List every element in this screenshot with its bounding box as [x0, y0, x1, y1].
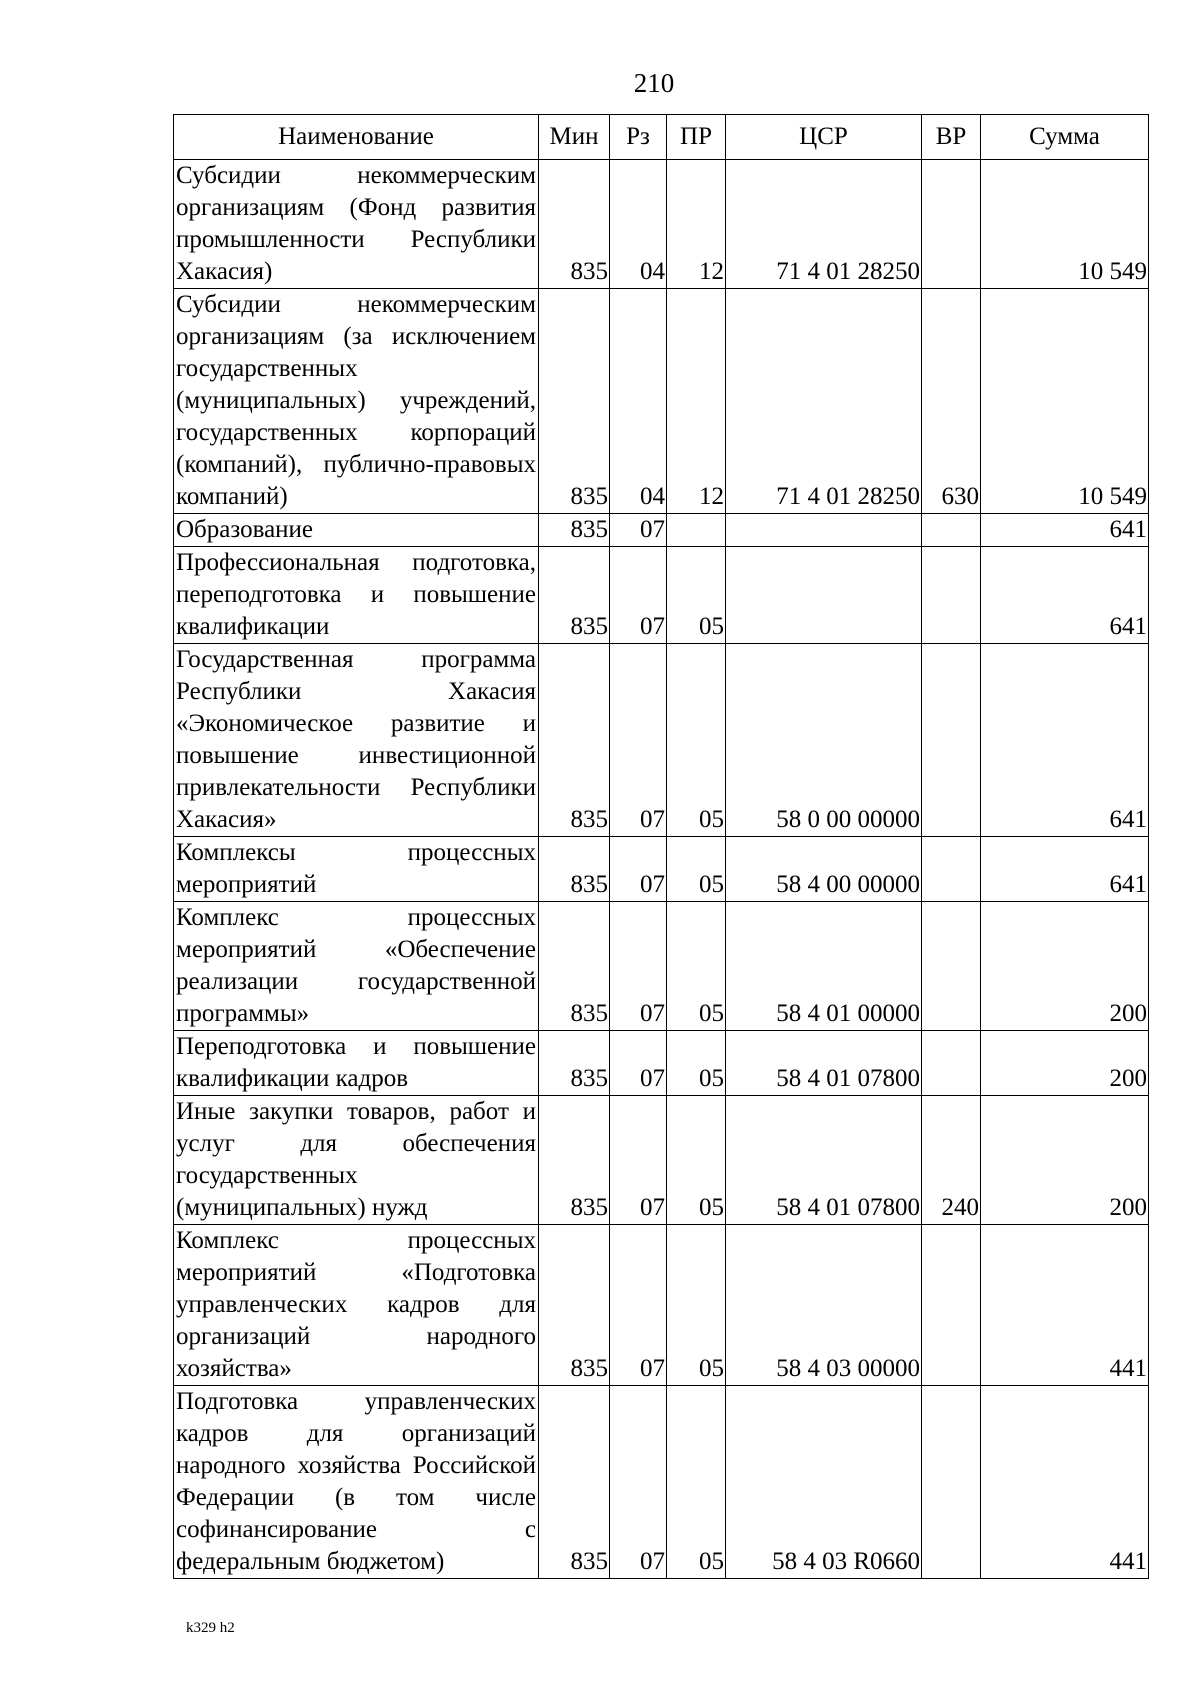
- row-csr-cell: 58 4 01 00000: [726, 902, 922, 1031]
- row-vr-cell: [922, 160, 981, 289]
- row-vr-cell: 630: [922, 289, 981, 514]
- row-vr-cell: [922, 1225, 981, 1386]
- row-rz-cell: 07: [610, 547, 667, 644]
- row-sum-cell: 10 549: [981, 289, 1149, 514]
- row-min-cell: 835: [539, 1031, 610, 1096]
- table-row: [174, 1096, 1149, 1225]
- row-pr-cell: 05: [667, 902, 726, 1031]
- row-sum-cell: 641: [981, 547, 1149, 644]
- row-name-cell: Субсидии некоммерческим организациям (за исключением государственных (муниципальных) учреждений, государственных корпораций (компаний), публично-правовых компаний): [174, 289, 539, 514]
- row-pr-cell: 05: [667, 1031, 726, 1096]
- row-min-cell: 835: [539, 1386, 610, 1579]
- column-header-rz: Рз: [610, 115, 667, 160]
- row-min-cell: 835: [539, 644, 610, 837]
- row-pr-cell: 05: [667, 837, 726, 902]
- row-pr-cell: 05: [667, 644, 726, 837]
- row-vr-cell: [922, 1386, 981, 1579]
- row-csr-cell: 58 4 03 R0660: [726, 1386, 922, 1579]
- row-pr-cell: 05: [667, 547, 726, 644]
- column-header-pr: ПР: [667, 115, 726, 160]
- row-vr-cell: 240: [922, 1096, 981, 1225]
- row-rz-cell: 04: [610, 289, 667, 514]
- column-header-csr: ЦСР: [726, 115, 922, 160]
- row-min-cell: 835: [539, 902, 610, 1031]
- row-name-cell: Государственная программа Республики Хакасия «Экономическое развитие и повышение инвестиционной привлекательности Республики Хакасия»: [174, 644, 539, 837]
- row-rz-cell: 07: [610, 644, 667, 837]
- row-vr-cell: [922, 1031, 981, 1096]
- table-row: [174, 1386, 1149, 1579]
- row-rz-cell: 04: [610, 160, 667, 289]
- row-vr-cell: [922, 902, 981, 1031]
- table-row: [174, 902, 1149, 1031]
- table-row: [174, 1031, 1149, 1096]
- row-rz-cell: 07: [610, 1096, 667, 1225]
- row-csr-cell: 58 4 00 00000: [726, 837, 922, 902]
- table-header-row: [174, 115, 1149, 160]
- row-min-cell: 835: [539, 1096, 610, 1225]
- row-name-cell: Комплекс процессных мероприятий «Подготовка управленческих кадров для организаций народного хозяйства»: [174, 1225, 539, 1386]
- table-row: [174, 289, 1149, 514]
- row-sum-cell: 641: [981, 644, 1149, 837]
- row-min-cell: 835: [539, 837, 610, 902]
- row-pr-cell: 12: [667, 289, 726, 514]
- row-name-cell: Профессиональная подготовка, переподготовка и повышение квалификации: [174, 547, 539, 644]
- row-vr-cell: [922, 837, 981, 902]
- page-number: 210: [633, 68, 675, 98]
- row-csr-cell: 58 0 00 00000: [726, 644, 922, 837]
- row-csr-cell: 71 4 01 28250: [726, 289, 922, 514]
- row-name-cell: Комплекс процессных мероприятий «Обеспечение реализации государственной программы»: [174, 902, 539, 1031]
- row-vr-cell: [922, 514, 981, 547]
- column-header-vr: ВР: [922, 115, 981, 160]
- row-min-cell: 835: [539, 1225, 610, 1386]
- row-rz-cell: 07: [610, 902, 667, 1031]
- row-name-cell: Комплексы процессных мероприятий: [174, 837, 539, 902]
- row-sum-cell: 200: [981, 1096, 1149, 1225]
- row-vr-cell: [922, 644, 981, 837]
- row-csr-cell: 58 4 01 07800: [726, 1096, 922, 1225]
- row-pr-cell: 12: [667, 160, 726, 289]
- row-pr-cell: 05: [667, 1386, 726, 1579]
- row-rz-cell: 07: [610, 837, 667, 902]
- table-row: [174, 547, 1149, 644]
- row-name-cell: Образование: [174, 514, 539, 547]
- row-min-cell: 835: [539, 514, 610, 547]
- row-vr-cell: [922, 547, 981, 644]
- row-rz-cell: 07: [610, 1031, 667, 1096]
- column-header-name: Наименование: [174, 115, 539, 160]
- table-row: [174, 644, 1149, 837]
- row-name-cell: Субсидии некоммерческим организациям (Фонд развития промышленности Республики Хакасия): [174, 160, 539, 289]
- row-rz-cell: 07: [610, 1225, 667, 1386]
- column-header-min: Мин: [539, 115, 610, 160]
- table-body: [174, 160, 1149, 1579]
- row-sum-cell: 441: [981, 1386, 1149, 1579]
- row-name-cell: Иные закупки товаров, работ и услуг для обеспечения государственных (муниципальных) нужд: [174, 1096, 539, 1225]
- row-name-cell: Подготовка управленческих кадров для организаций народного хозяйства Российской Федерации (в том числе софинансирование с федеральным бюджетом): [174, 1386, 539, 1579]
- column-header-sum: Сумма: [981, 115, 1149, 160]
- row-rz-cell: 07: [610, 514, 667, 547]
- row-csr-cell: [726, 547, 922, 644]
- row-sum-cell: 200: [981, 1031, 1149, 1096]
- table-row: [174, 837, 1149, 902]
- row-csr-cell: [726, 514, 922, 547]
- row-sum-cell: 641: [981, 837, 1149, 902]
- row-min-cell: 835: [539, 289, 610, 514]
- row-csr-cell: 71 4 01 28250: [726, 160, 922, 289]
- row-name-cell: Переподготовка и повышение квалификации кадров: [174, 1031, 539, 1096]
- row-pr-cell: 05: [667, 1225, 726, 1386]
- table-row: [174, 1225, 1149, 1386]
- budget-table: [173, 114, 1149, 1579]
- row-sum-cell: 641: [981, 514, 1149, 547]
- row-pr-cell: [667, 514, 726, 547]
- row-min-cell: 835: [539, 547, 610, 644]
- row-pr-cell: 05: [667, 1096, 726, 1225]
- row-sum-cell: 10 549: [981, 160, 1149, 289]
- row-min-cell: 835: [539, 160, 610, 289]
- footer-code: k329 h2: [186, 1620, 235, 1636]
- table-row: [174, 514, 1149, 547]
- row-csr-cell: 58 4 01 07800: [726, 1031, 922, 1096]
- row-sum-cell: 200: [981, 902, 1149, 1031]
- row-csr-cell: 58 4 03 00000: [726, 1225, 922, 1386]
- row-sum-cell: 441: [981, 1225, 1149, 1386]
- table-row: [174, 160, 1149, 289]
- row-rz-cell: 07: [610, 1386, 667, 1579]
